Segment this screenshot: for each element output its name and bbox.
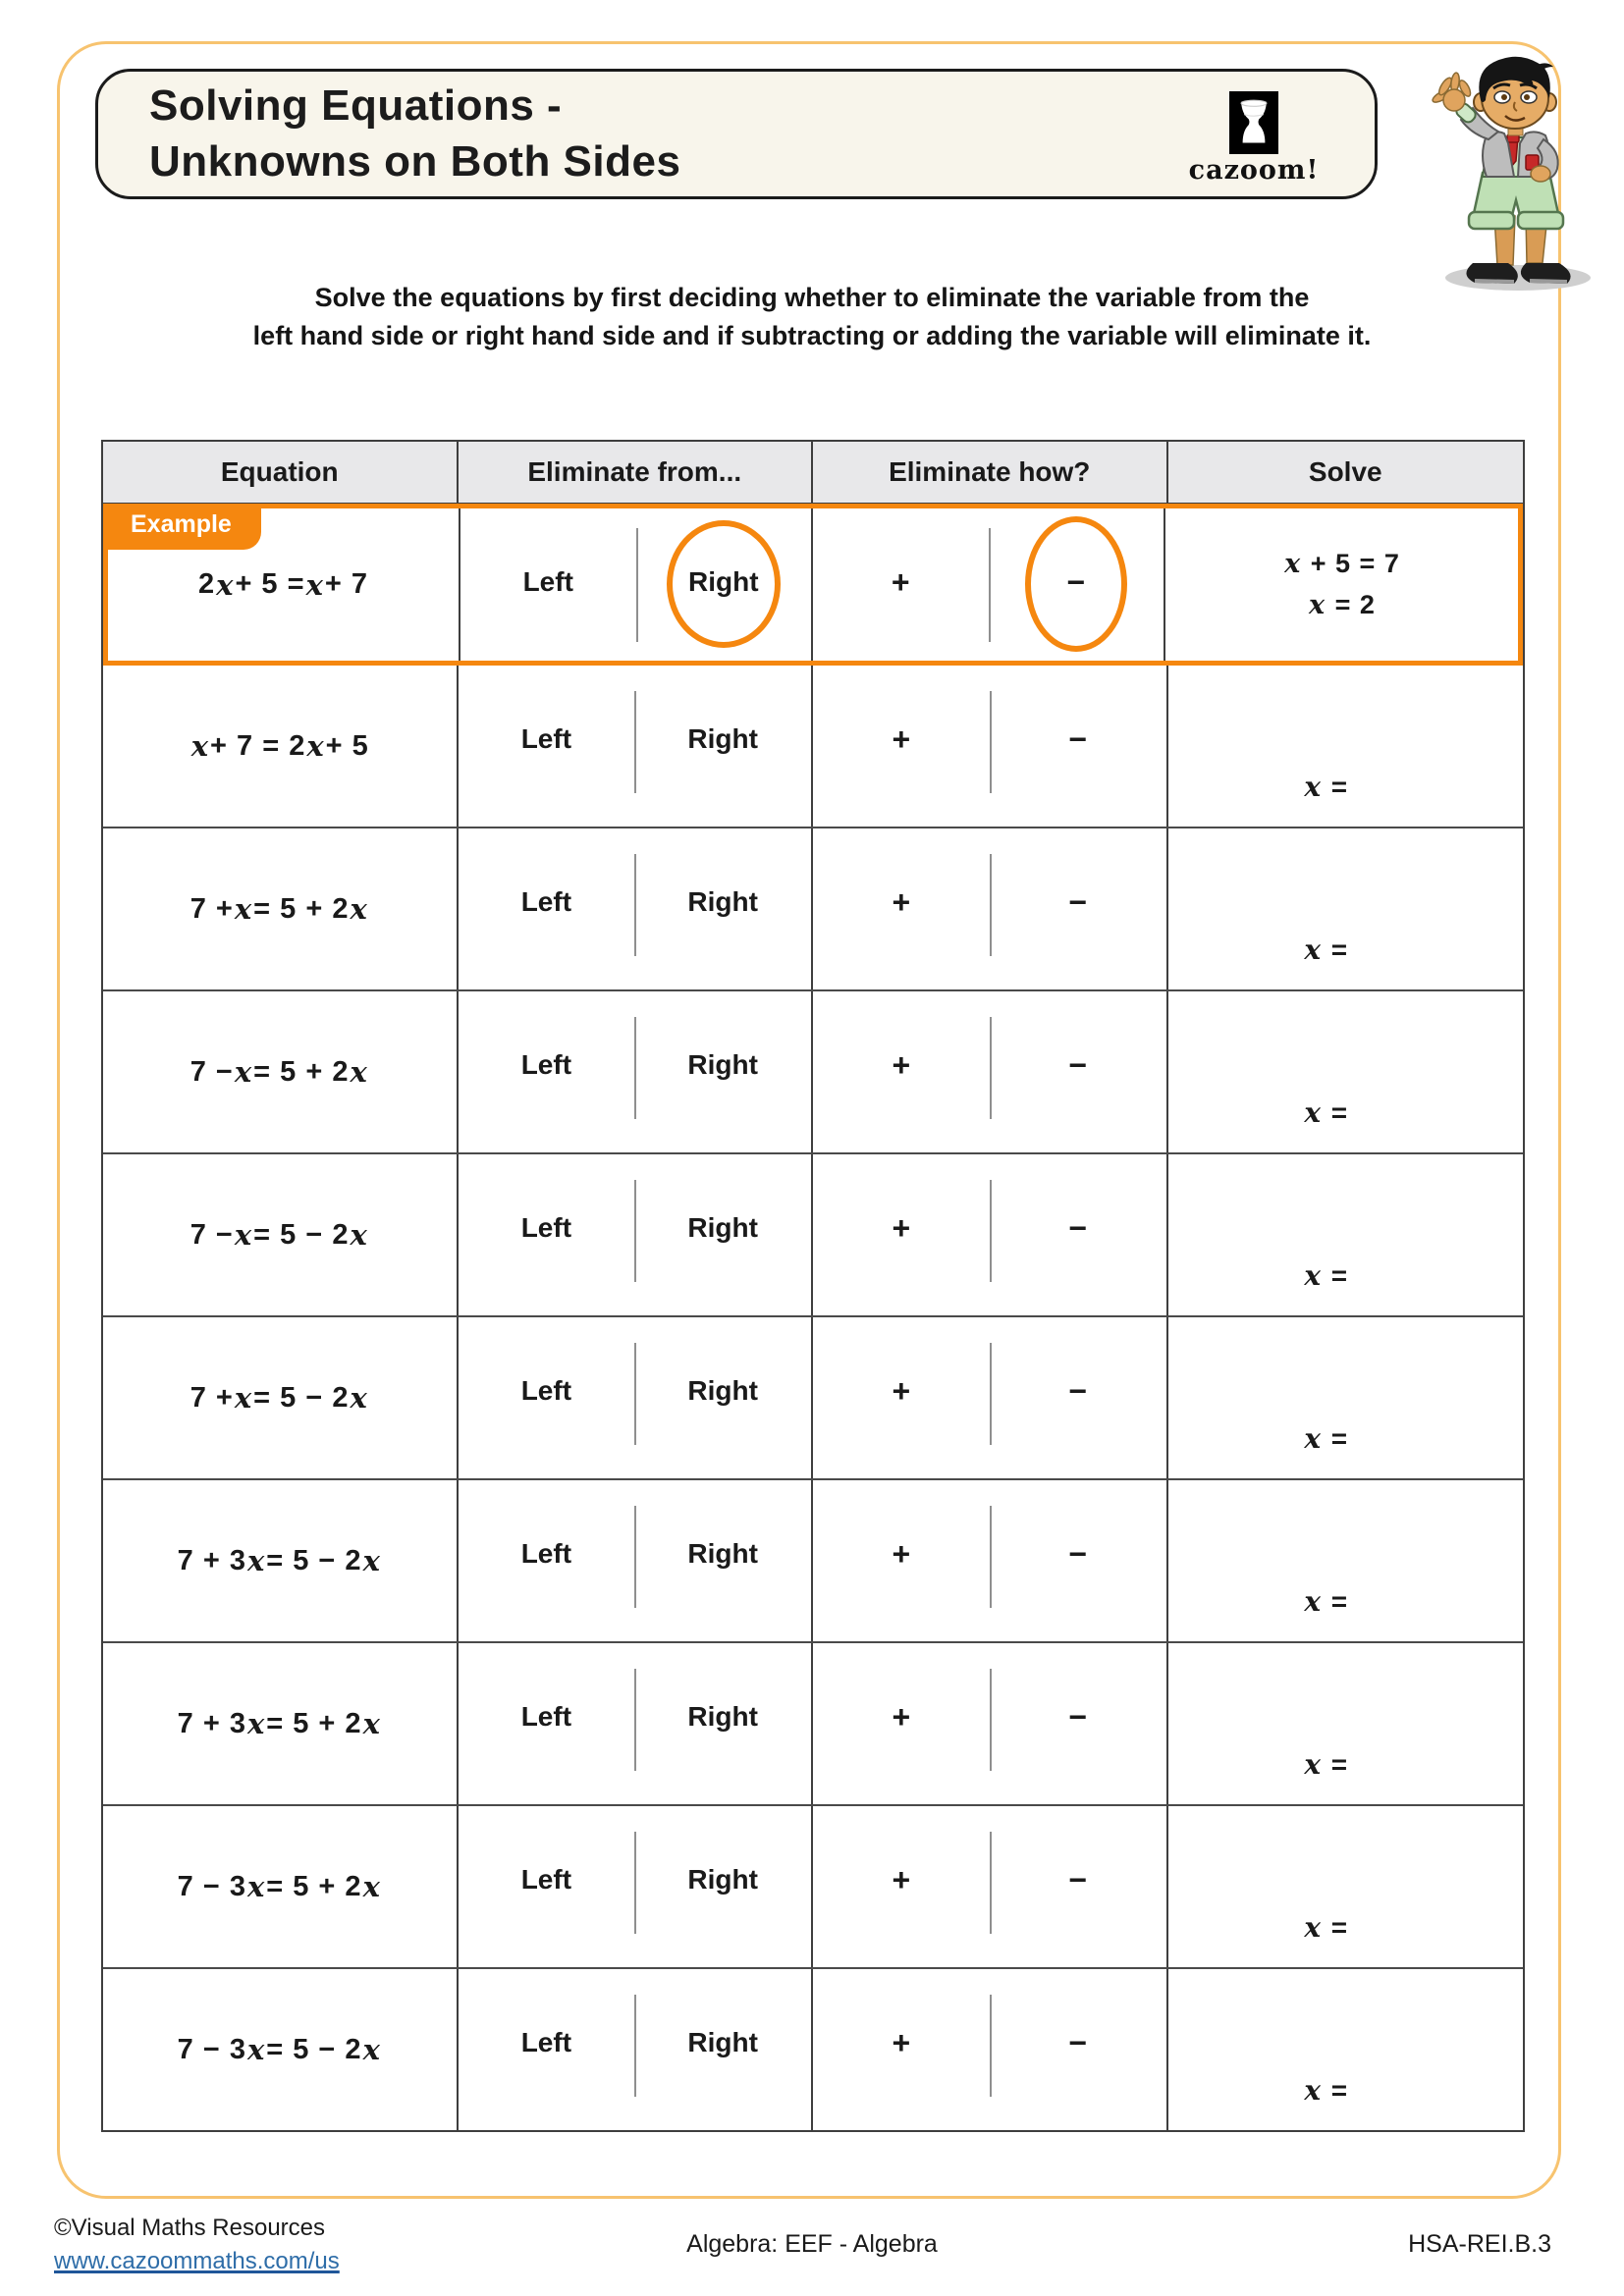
minus-option[interactable]: − [1068,1861,1087,1897]
copyright-text: ©Visual Maths Resources [54,2215,326,2241]
table-row [103,1804,1523,1967]
worksheet-instructions [0,279,1624,355]
eliminate-how-cell [813,828,1168,989]
equation: 7 + x = 5 + 2 x [189,892,368,926]
answer-field[interactable]: x = [1304,1748,1349,1781]
plus-option[interactable]: + [892,1861,911,1897]
equation: x + 7 = 2 x + 5 [190,729,369,763]
footer-standard-code: HSA-REI.B.3 [1408,2230,1551,2258]
equation-cell [103,1806,459,1967]
solve-cell [1168,991,1524,1152]
equation-cell [103,1317,459,1478]
minus-option[interactable]: − [1068,1372,1087,1409]
example-minus-option: − [1066,563,1086,600]
drum-glyph [1235,97,1272,148]
equation: 7 + x = 5 − 2 x [189,1381,368,1415]
right-option[interactable]: Right [687,1375,758,1406]
left-option[interactable]: Left [520,1049,572,1080]
eliminate-from-cell [459,1154,814,1315]
eliminate-how-cell [813,1154,1168,1315]
divider-line [990,1343,992,1445]
answer-field[interactable]: x = [1304,1259,1349,1292]
equation-cell [103,991,459,1152]
eliminate-from-cell [459,991,814,1152]
left-option[interactable]: Left [520,2027,572,2057]
worksheet-table [101,440,1525,2132]
plus-option[interactable]: + [892,721,911,757]
minus-option[interactable]: − [1068,721,1087,757]
eliminate-from-cell [459,1480,814,1641]
divider-line [990,1669,992,1771]
minus-option[interactable]: − [1068,1046,1087,1083]
left-option[interactable]: Left [520,723,572,754]
divider-line [990,691,992,793]
eliminate-from-cell [459,1643,814,1804]
left-option[interactable]: Left [520,886,572,917]
divider-line [990,1506,992,1608]
plus-option[interactable]: + [892,2024,911,2060]
website-link[interactable]: www.cazoommaths.com/us [54,2248,340,2274]
cartoon-boy-mascot [1410,51,1606,296]
equation: 7 − 3 x = 5 − 2 x [177,2033,381,2066]
right-option[interactable]: Right [687,1212,758,1243]
equation-cell [103,1643,459,1804]
plus-option[interactable]: + [892,1046,911,1083]
solve-cell [1168,1643,1524,1804]
column-header-equation: Equation [103,442,459,503]
right-option[interactable]: Right [687,1538,758,1569]
right-option[interactable]: Right [687,1049,758,1080]
plus-option[interactable]: + [892,1372,911,1409]
eliminate-from-cell [459,1317,814,1478]
example-right-circle [667,520,781,648]
answer-field[interactable]: x = [1304,1096,1349,1129]
equation-cell [103,828,459,989]
eliminate-from-cell [459,828,814,989]
divider-line [634,854,636,956]
table-row [103,1315,1523,1478]
page-title-line1: Solving Equations - [149,81,563,130]
example-plus-option: + [891,563,910,600]
equation-cell [103,666,459,827]
example-row [103,504,1523,666]
equation: 7 − 3 x = 5 + 2 x [177,1870,381,1903]
divider-line [634,1995,636,2097]
minus-option[interactable]: − [1068,1698,1087,1735]
instructions-line1: Solve the equations by first deciding whether to eliminate the variable from the [314,283,1310,312]
divider-line [990,1180,992,1282]
footer-attribution [54,2212,340,2278]
left-option[interactable]: Left [520,1212,572,1243]
minus-option[interactable]: − [1068,1535,1087,1572]
equation-cell [103,1480,459,1641]
column-header-eliminate-how: Eliminate how? [813,442,1168,503]
example-left-option: Left [522,566,573,597]
example-equation: 2 x + 5 = x + 7 [198,567,368,602]
minus-option[interactable]: − [1068,2024,1087,2060]
minus-option[interactable]: − [1068,883,1087,920]
answer-field[interactable]: x = [1304,934,1349,966]
divider-line [636,528,638,642]
right-option[interactable]: Right [687,723,758,754]
right-option[interactable]: Right [687,1701,758,1732]
example-solve-line1: x + 5 = 7 [1284,549,1400,579]
solve-cell [1168,1317,1524,1478]
divider-line [634,1669,636,1771]
table-header-row [103,442,1523,504]
equation: 7 + 3 x = 5 − 2 x [177,1544,381,1577]
solve-cell [1168,666,1524,827]
cazoom-logo-text: cazoom! [1188,155,1320,186]
worksheet-header [95,69,1378,199]
example-minus-circle [1025,516,1127,652]
right-option[interactable]: Right [687,886,758,917]
equation: 7 + 3 x = 5 + 2 x [177,1707,381,1740]
eliminate-how-cell [813,1317,1168,1478]
divider-line [990,1832,992,1934]
eliminate-how-cell [813,1643,1168,1804]
example-solve-cell [1165,508,1518,661]
divider-line [634,1506,636,1608]
eliminate-how-cell [813,1480,1168,1641]
example-right-option: Right [687,566,759,597]
table-row [103,989,1523,1152]
cazoom-drum-icon [1229,91,1278,154]
equation: 7 − x = 5 + 2 x [189,1055,368,1089]
answer-field[interactable]: x = [1304,2074,1349,2107]
column-header-eliminate-from: Eliminate from... [459,442,814,503]
table-row [103,1152,1523,1315]
solve-cell [1168,1969,1524,2130]
plus-option[interactable]: + [892,1698,911,1735]
minus-option[interactable]: − [1068,1209,1087,1246]
left-option[interactable]: Left [520,1375,572,1406]
example-tab: Example [103,504,261,550]
page-title [149,78,680,189]
eliminate-from-cell [459,1806,814,1967]
column-header-solve: Solve [1308,456,1382,487]
eliminate-how-cell [813,666,1168,827]
answer-field[interactable]: x = [1304,1911,1349,1944]
instructions-line2: left hand side or right hand side and if subtracting or adding the variable will eliminate it. [252,321,1372,350]
plus-option[interactable]: + [892,883,911,920]
example-eliminate-how-cell [813,508,1165,661]
right-option[interactable]: Right [687,1864,758,1895]
divider-line [990,854,992,956]
divider-line [634,1180,636,1282]
table-row [103,827,1523,989]
left-option[interactable]: Left [520,1538,572,1569]
answer-field[interactable]: x = [1304,771,1349,803]
table-row [103,666,1523,827]
solve-cell [1168,828,1524,989]
page-title-line2: Unknowns on Both Sides [149,137,681,186]
divider-line [989,528,991,642]
eliminate-how-cell [813,1806,1168,1967]
divider-line [990,1995,992,2097]
plus-option[interactable]: + [892,1209,911,1246]
footer-category: Algebra: EEF - Algebra [686,2230,938,2258]
answer-field[interactable]: x = [1304,1422,1349,1455]
equation-cell [103,1969,459,2130]
right-option[interactable]: Right [687,2027,758,2057]
answer-field[interactable]: x = [1304,1585,1349,1618]
plus-option[interactable]: + [892,1535,911,1572]
divider-line [634,691,636,793]
table-row [103,1641,1523,1804]
eliminate-how-cell [813,1969,1168,2130]
eliminate-how-cell [813,991,1168,1152]
left-option[interactable]: Left [520,1864,572,1895]
divider-line [990,1017,992,1119]
table-row [103,1478,1523,1641]
divider-line [634,1832,636,1934]
eliminate-from-cell [459,1969,814,2130]
divider-line [634,1343,636,1445]
example-eliminate-from-cell [460,508,813,661]
table-row [103,1967,1523,2130]
cazoom-logo [1180,91,1327,186]
left-option[interactable]: Left [520,1701,572,1732]
solve-cell [1168,1154,1524,1315]
divider-line [634,1017,636,1119]
equation-cell [103,1154,459,1315]
solve-cell [1168,1806,1524,1967]
solve-cell [1168,1480,1524,1641]
equation: 7 − x = 5 − 2 x [189,1218,368,1252]
example-solve-line2: x = 2 [1309,590,1376,620]
eliminate-from-cell [459,666,814,827]
